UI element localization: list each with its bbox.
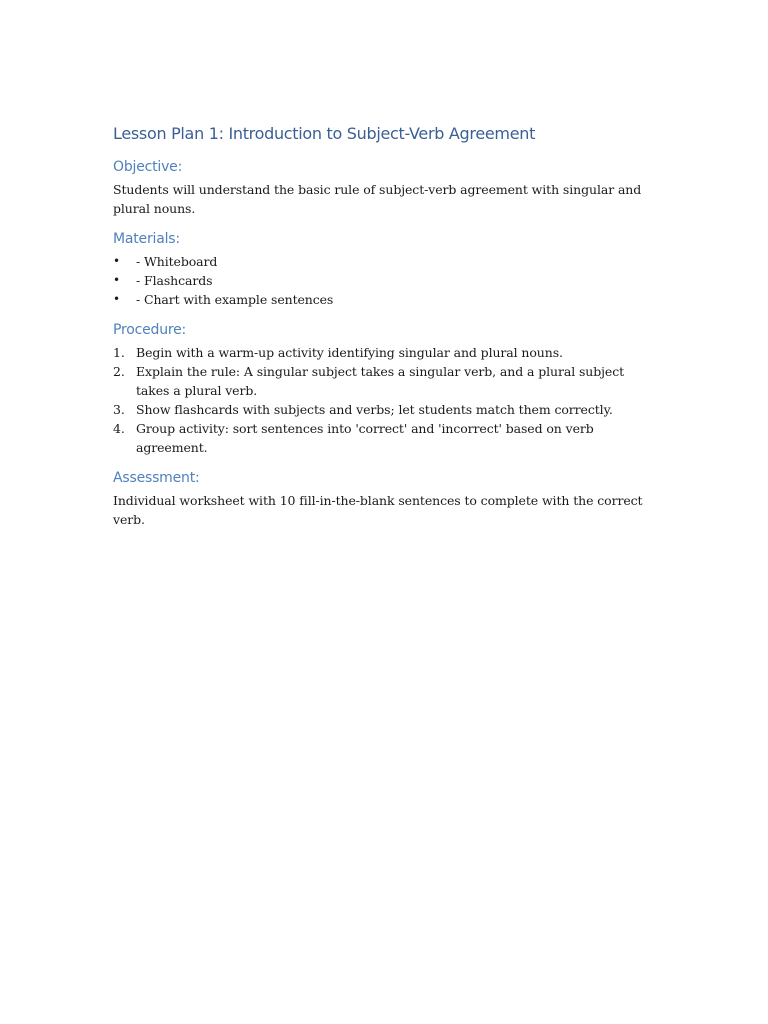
step-number: 2. [113, 364, 125, 379]
step-number: 3. [113, 402, 125, 417]
assessment-text: Individual worksheet with 10 fill-in-the-blank sentences to complete with the correct verb. [113, 493, 643, 527]
step-text: Show flashcards with subjects and verbs; let students match them correctly. [136, 402, 613, 417]
material-text: - Chart with example sentences [136, 292, 334, 307]
procedure-heading: Procedure: [113, 322, 187, 338]
bullet-icon: • [113, 292, 120, 306]
list-item [113, 343, 658, 362]
materials-list [113, 252, 658, 309]
list-item [113, 362, 658, 400]
list-item [113, 419, 658, 457]
objective-heading: Objective: [113, 159, 183, 175]
objective-text: Students will understand the basic rule of subject-verb agreement with singular and plural nouns. [113, 182, 642, 216]
list-item [113, 252, 658, 271]
step-text: Begin with a warm-up activity identifying singular and plural nouns. [136, 345, 563, 360]
list-item [113, 400, 658, 419]
list-item [113, 271, 658, 290]
material-text: - Flashcards [136, 273, 213, 288]
step-text: Explain the rule: A singular subject takes a singular verb, and a plural subject takes a plural verb. [136, 364, 625, 398]
assessment-heading: Assessment: [113, 470, 200, 486]
material-text: - Whiteboard [136, 254, 218, 269]
page-title: Lesson Plan 1: Introduction to Subject-Verb Agreement [113, 124, 536, 143]
materials-heading: Materials: [113, 231, 180, 247]
list-item [113, 290, 658, 309]
bullet-icon: • [113, 273, 120, 287]
bullet-icon: • [113, 254, 120, 268]
step-number: 1. [113, 345, 125, 360]
step-number: 4. [113, 421, 125, 436]
step-text: Group activity: sort sentences into 'correct' and 'incorrect' based on verb agreement. [136, 421, 594, 455]
procedure-list [113, 343, 658, 457]
